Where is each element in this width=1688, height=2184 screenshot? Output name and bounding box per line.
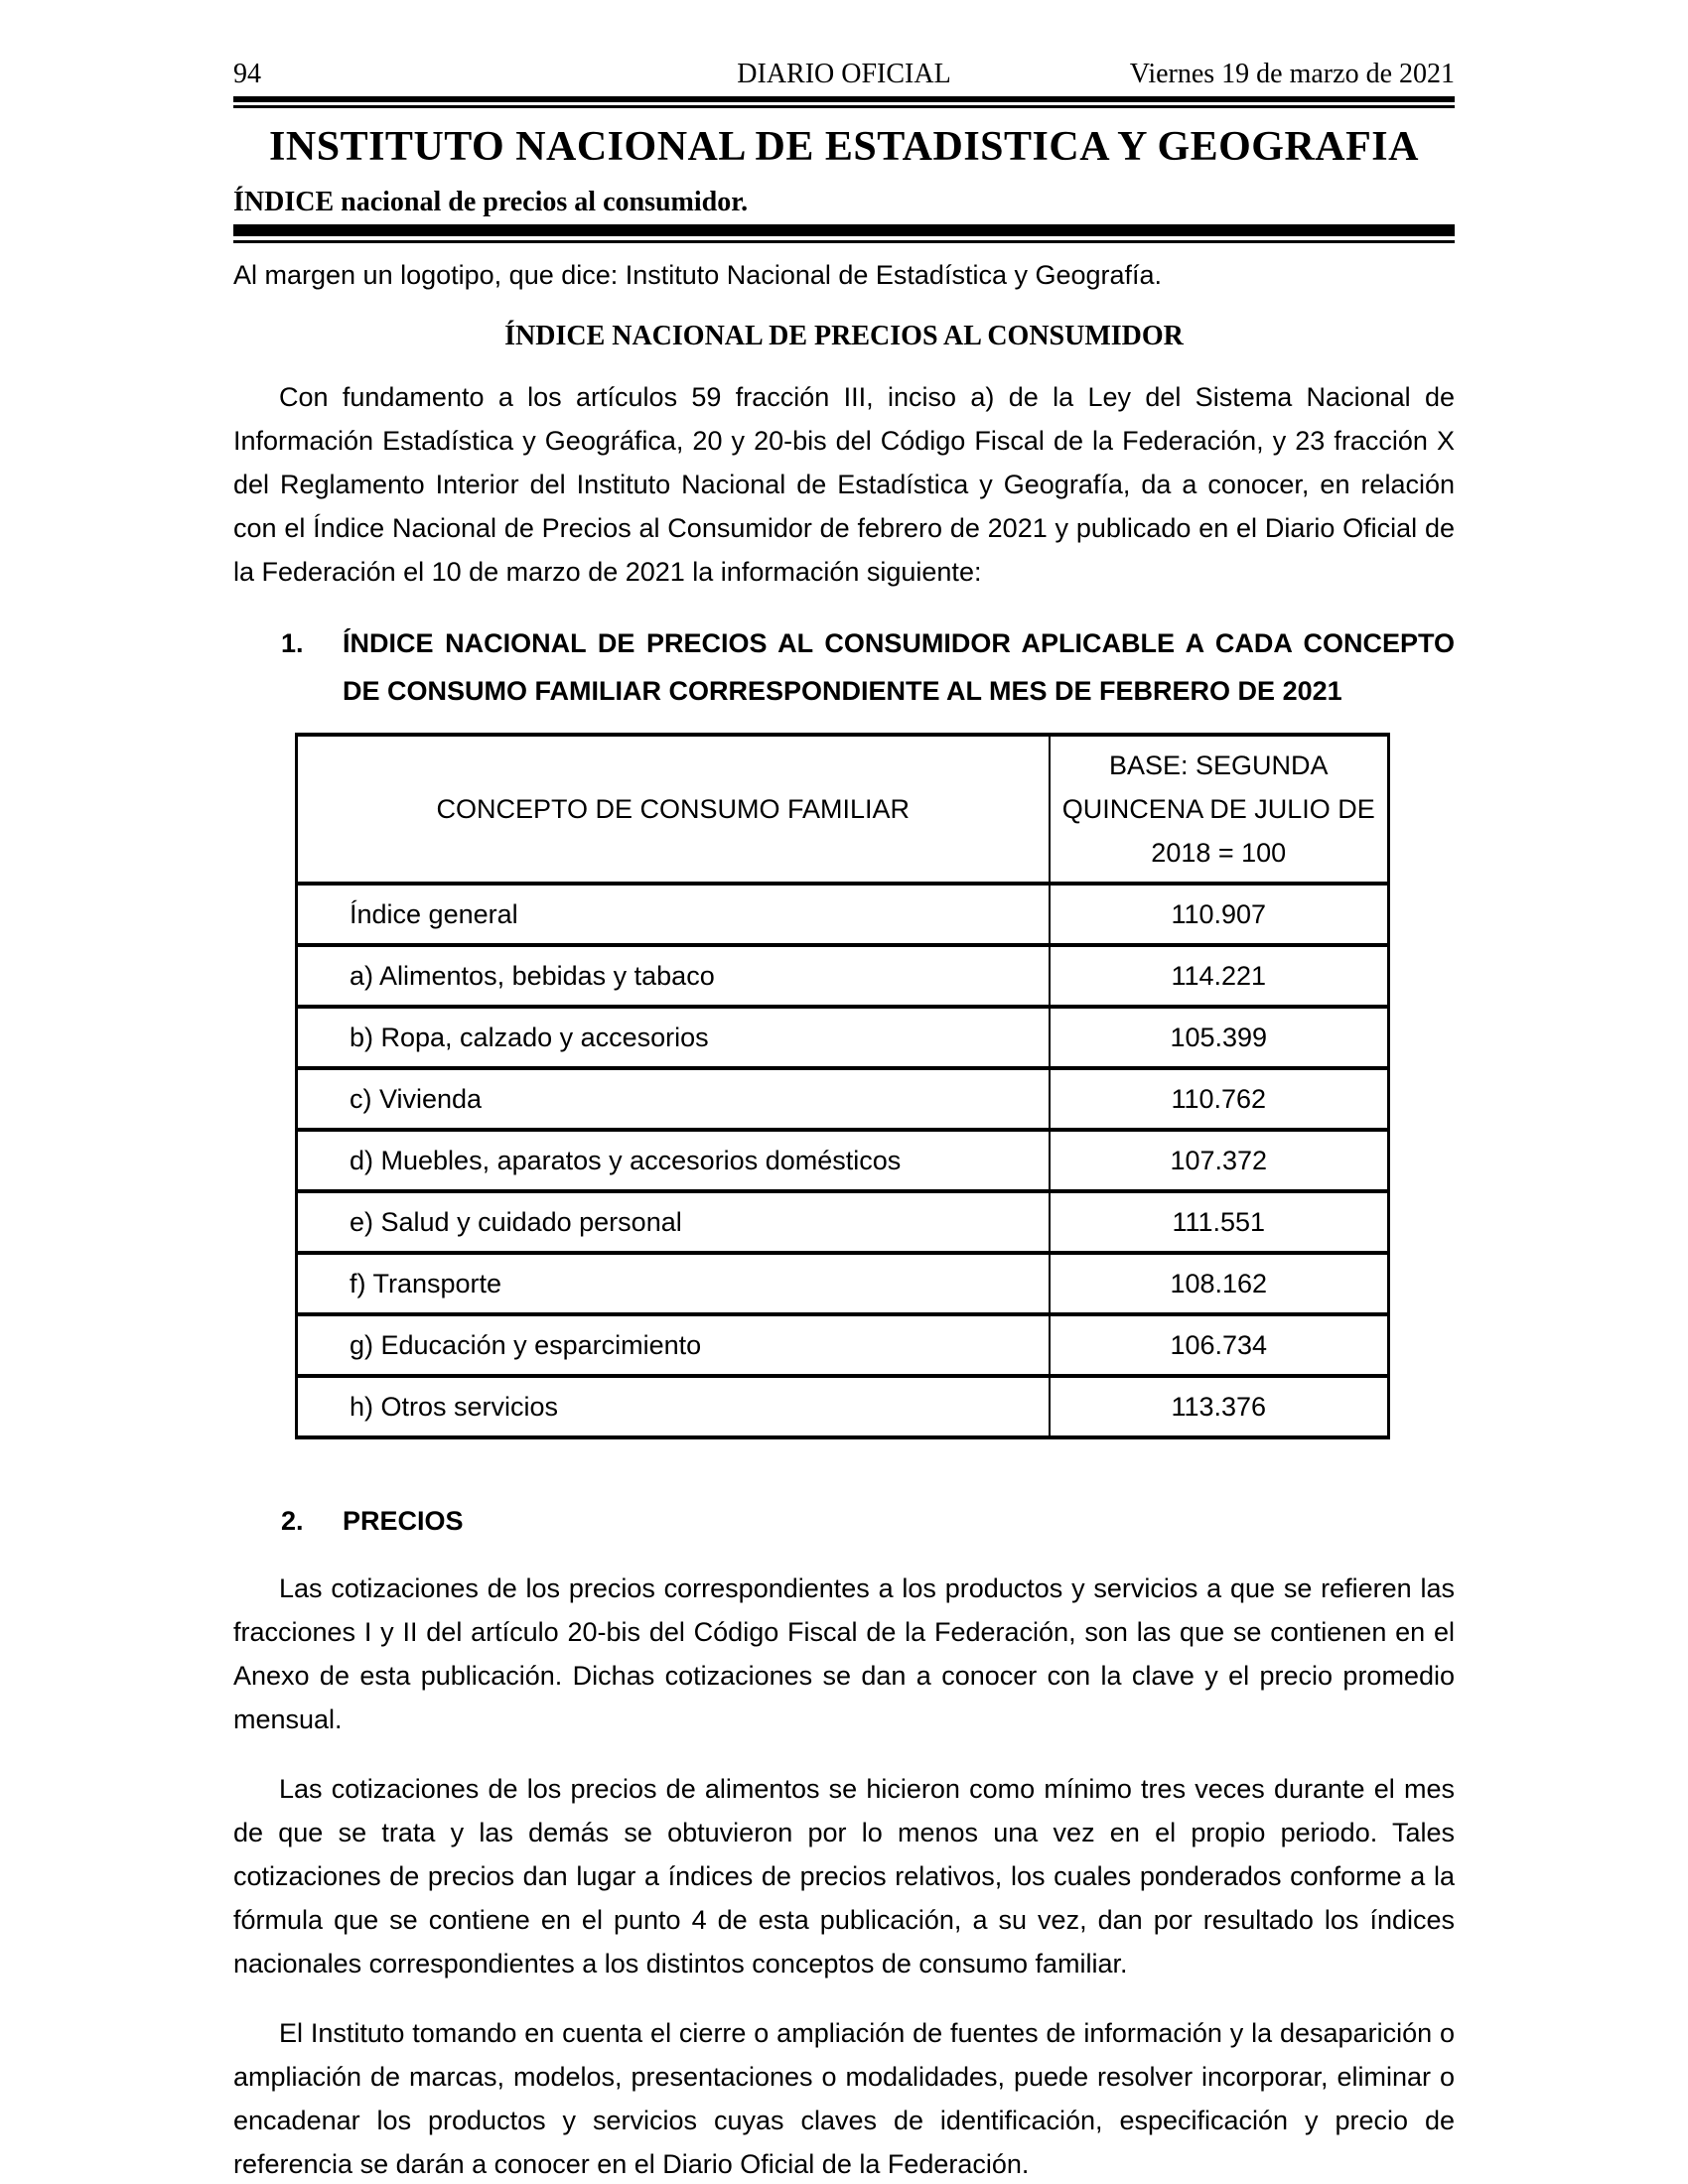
prices-paragraph-2: Las cotizaciones de los precios de alimentos se hicieron como mínimo tres veces durante el mes de que se trata y las demás se obtuvieron por lo menos una vez en el propio periodo. Tales cotizaciones de precios dan lugar a índices de precios relativos, los cuales ponderados conforme a la fórmula que se contiene en el punto 4 de esta publicación, a su vez, dan por resultado los índices nacionales correspondientes a los distintos conceptos de consumo familiar. — [233, 1774, 1455, 1979]
concept-cell: e) Salud y cuidado personal — [297, 1191, 1050, 1253]
prices-paragraph-1: Las cotizaciones de los precios correspondientes a los productos y servicios a que se refieren las fracciones I y II del artículo 20-bis del Código Fiscal de la Federación, son las que se contienen en el Anexo de esta publicación. Dichas cotizaciones se dan a conocer con la clave y el precio promedio mensual. — [233, 1573, 1455, 1734]
table-row — [297, 945, 1389, 1007]
page-number: 94 — [233, 59, 261, 89]
table-row — [297, 1130, 1389, 1191]
value-cell: 110.762 — [1050, 1068, 1389, 1130]
value-cell: 106.734 — [1050, 1314, 1389, 1376]
journal-name: DIARIO OFICIAL — [737, 59, 951, 89]
value-cell: 114.221 — [1050, 945, 1389, 1007]
institution-title: INSTITUTO NACIONAL DE ESTADISTICA Y GEOGRAFIA — [269, 124, 1419, 170]
running-head — [233, 58, 1455, 91]
table-row — [297, 1068, 1389, 1130]
value-cell: 108.162 — [1050, 1253, 1389, 1314]
concept-column-header: CONCEPTO DE CONSUMO FAMILIAR — [297, 735, 1050, 884]
concept-cell: f) Transporte — [297, 1253, 1050, 1314]
concept-cell: c) Vivienda — [297, 1068, 1050, 1130]
intro-paragraph: Con fundamento a los artículos 59 fracción III, inciso a) de la Ley del Sistema Nacional de Información Estadística y Geográfica, 20 y 20-bis del Código Fiscal de la Federación, y 23 fracción X del Reglamento Interior del Instituto Nacional de Estadística y Geografía, da a conocer, en relación con el Índice Nacional de Precios al Consumidor de febrero de 2021 y publicado en el Diario Oficial de la Federación el 10 de marzo de 2021 la información siguiente: — [233, 382, 1455, 587]
value-cell: 111.551 — [1050, 1191, 1389, 1253]
item-2-number: 2. — [281, 1506, 304, 1536]
margin-note: Al margen un logotipo, que dice: Instituto Nacional de Estadística y Geografía. — [233, 260, 1163, 290]
table-row — [297, 884, 1389, 945]
concept-cell: Índice general — [297, 884, 1050, 945]
subject-divider-line — [233, 240, 1455, 243]
value-cell: 105.399 — [1050, 1007, 1389, 1068]
table-header-row — [297, 735, 1389, 884]
table-row — [297, 1007, 1389, 1068]
value-cell: 107.372 — [1050, 1130, 1389, 1191]
item-2-title: PRECIOS — [343, 1506, 464, 1536]
price-index-table — [295, 733, 1390, 1439]
subject-divider-bar — [233, 224, 1455, 236]
header-double-rule — [233, 96, 1455, 108]
table-row — [297, 1191, 1389, 1253]
table-row — [297, 1253, 1389, 1314]
item-2-heading — [233, 1497, 1455, 1545]
concept-cell: a) Alimentos, bebidas y tabaco — [297, 945, 1050, 1007]
table-row — [297, 1376, 1389, 1437]
section-title: ÍNDICE NACIONAL DE PRECIOS AL CONSUMIDOR — [504, 321, 1184, 351]
value-cell: 110.907 — [1050, 884, 1389, 945]
base-header-line-3: 2018 = 100 — [1151, 838, 1287, 868]
concept-cell: d) Muebles, aparatos y accesorios domésticos — [297, 1130, 1050, 1191]
base-header-line-2: QUINCENA DE JULIO DE — [1061, 794, 1375, 824]
subject-divider — [233, 224, 1455, 243]
table-row — [297, 1314, 1389, 1376]
item-1-title: ÍNDICE NACIONAL DE PRECIOS AL CONSUMIDOR APLICABLE A CADA CONCEPTO DE CONSUMO FAMILIAR CORRESPONDIENTE AL MES DE FEBRERO DE 2021 — [343, 628, 1455, 706]
subject-line: ÍNDICE nacional de precios al consumidor. — [233, 187, 749, 217]
base-header-line-1: BASE: SEGUNDA — [1108, 751, 1329, 780]
issue-date: Viernes 19 de marzo de 2021 — [1129, 59, 1455, 89]
concept-cell: g) Educación y esparcimiento — [297, 1314, 1050, 1376]
item-1-number: 1. — [281, 628, 304, 658]
base-column-header — [1050, 735, 1389, 884]
item-1-heading — [233, 619, 1455, 715]
value-cell: 113.376 — [1050, 1376, 1389, 1437]
concept-cell: b) Ropa, calzado y accesorios — [297, 1007, 1050, 1068]
prices-paragraph-3: El Instituto tomando en cuenta el cierre o ampliación de fuentes de información y la desaparición o ampliación de marcas, modelos, presentaciones o modalidades, puede resolver incorporar, eliminar o encadenar los productos y servicios cuyas claves de identificación, especificación y precio de referencia se darán a conocer en el Diario Oficial de la Federación. — [233, 2018, 1455, 2179]
concept-cell: h) Otros servicios — [297, 1376, 1050, 1437]
